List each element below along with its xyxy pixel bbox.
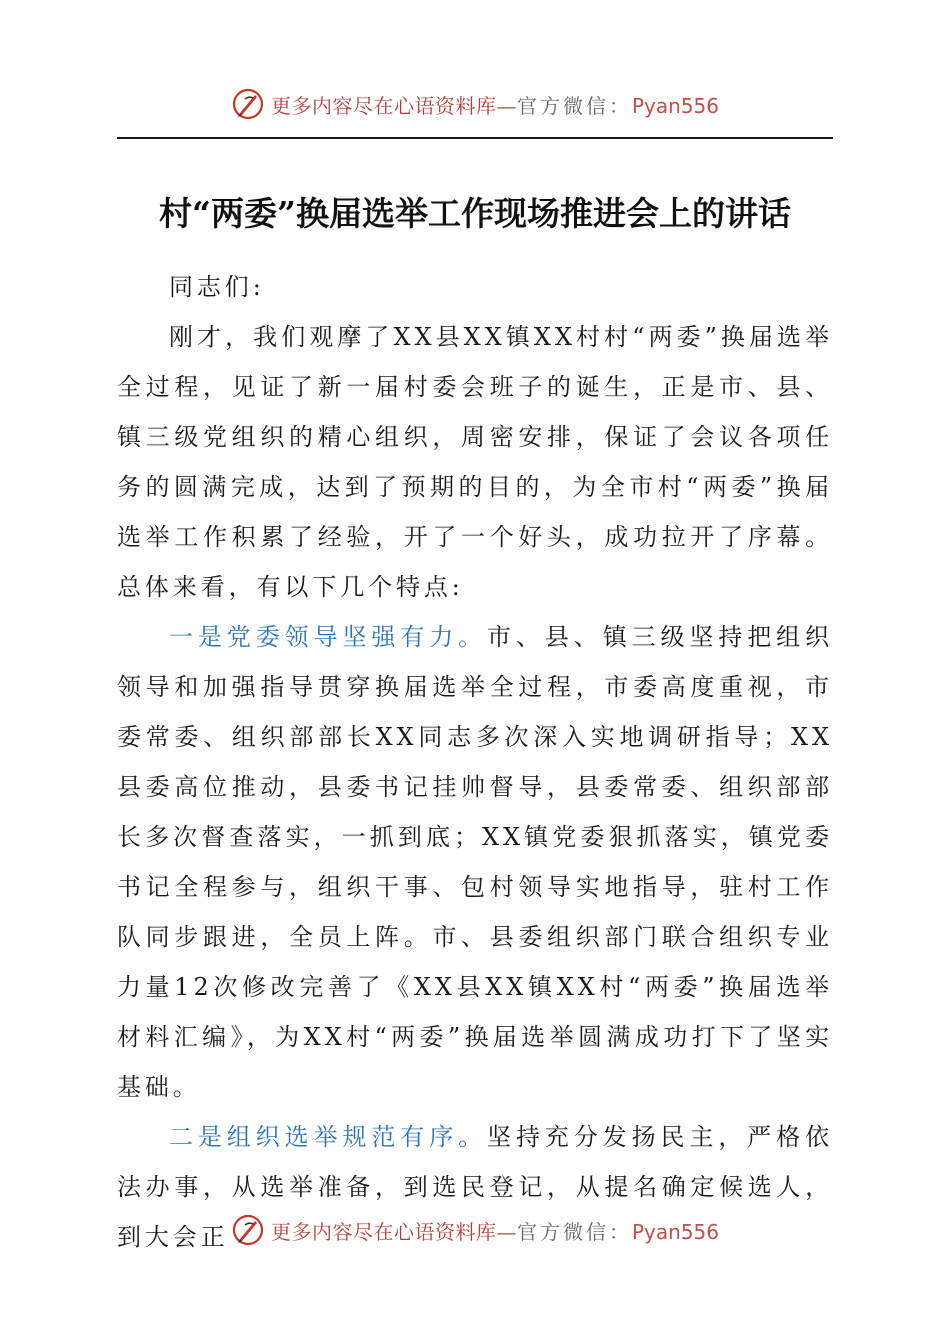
- point-2-heading: 二是组织选举规范有序。: [169, 1123, 488, 1151]
- watermark-account: Pyan556: [631, 93, 719, 118]
- watermark-wechat-label: 官方微信：: [516, 93, 632, 118]
- quill-pen-logo-icon: [231, 87, 265, 121]
- watermark-account: Pyan556: [631, 1219, 719, 1244]
- salutation: 同志们:: [169, 273, 265, 301]
- watermark-prefix: 更多内容尽在心语资料库: [270, 1219, 497, 1244]
- paragraph-point-1: [117, 612, 833, 1112]
- watermark-footer: [0, 1210, 950, 1250]
- watermark-header: [0, 84, 950, 124]
- document-body: [117, 262, 833, 1262]
- quill-pen-logo-icon: [231, 1213, 265, 1247]
- watermark-text: [271, 90, 719, 119]
- document-title: 村“两委”换届选举工作现场推进会上的讲话: [159, 194, 791, 233]
- watermark-prefix: 更多内容尽在心语资料库: [270, 93, 497, 118]
- point-1-heading: 一是党委领导坚强有力。: [169, 623, 488, 651]
- point-2-text: 坚持充分发扬民主，严格依法办事，从选举准备，到选民登记，从提名确定候选人，到大会正: [117, 1123, 833, 1251]
- watermark-wechat-label: 官方微信：: [516, 1219, 632, 1244]
- watermark-dash: —: [496, 1219, 517, 1244]
- watermark-dash: —: [496, 93, 517, 118]
- watermark-text: [271, 1216, 719, 1245]
- paragraph-intro: 刚才，我们观摩了XX县XX镇XX村村“两委”换届选举全过程，见证了新一届村委会班子的诞生，正是市、县、镇三级党组织的精心组织，周密安排，保证了会议各项任务的圆满完成，达到了预期的目的，为全市村“两委”换届选举工作积累了经验，开了一个好头，成功拉开了序幕。总体来看，有以下几个特点:: [117, 323, 833, 601]
- point-1-text: 市、县、镇三级坚持把组织领导和加强指导贯穿换届选举全过程，市委高度重视，市委常委、组织部部长XX同志多次深入实地调研指导；XX县委高位推动，县委书记挂帅督导，县委常委、组织部部长多次督查落实，一抓到底；XX镇党委狠抓落实，镇党委书记全程参与，组织干事、包村领导实地指导，驻村工作队同步跟进，全员上阵。市、县委组织部门联合组织专业力量12次修改完善了《XX县XX镇XX村“两委”换届选举材料汇编》，为XX村“两委”换届选举圆满成功打下了坚实基础。: [117, 623, 833, 1101]
- header-divider: [117, 137, 833, 139]
